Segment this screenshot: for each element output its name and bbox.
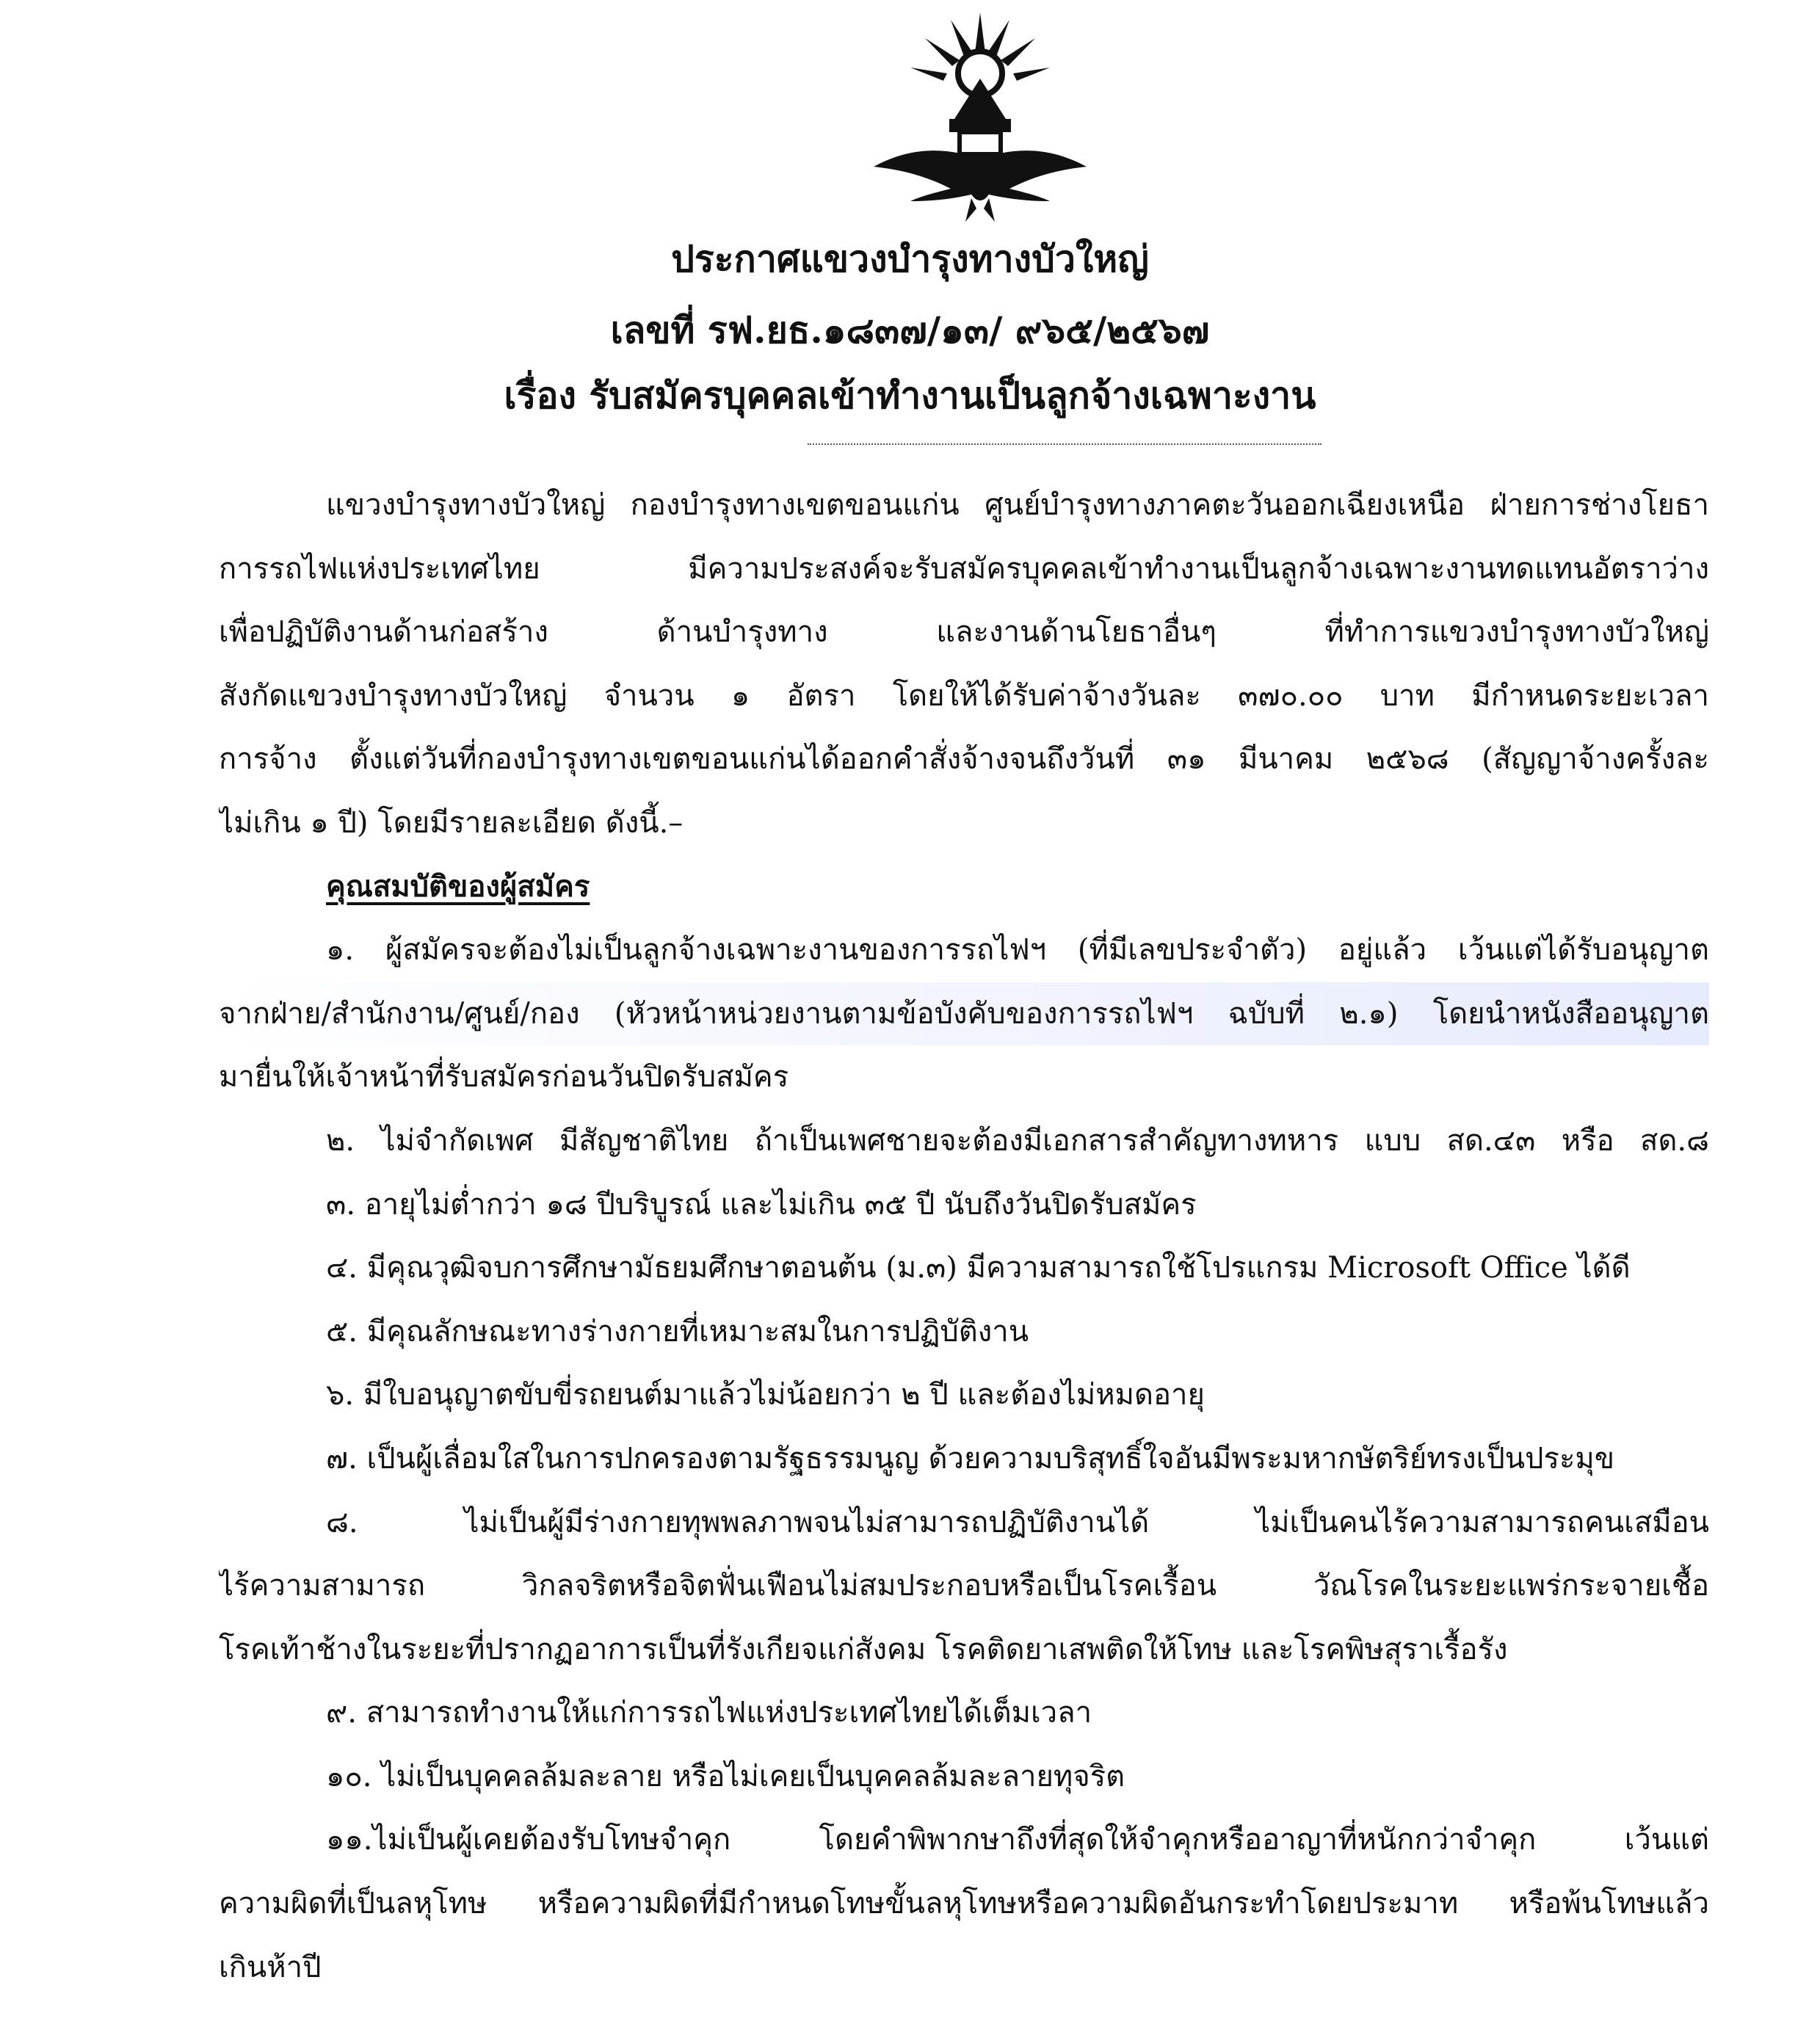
announcement-body <box>219 474 1709 1999</box>
intro-line-5: การจ้าง ตั้งแต่วันที่กองบำรุงทางเขตขอนแก่นได้ออกคำสั่งจ้างจนถึงวันที่ ๓๑ มีนาคม ๒๕๖๘ (สัญญาจ้างครั้งละ <box>219 742 1709 777</box>
qualification-9: ๙. สามารถทำงานให้แก่การรถไฟแห่งประเทศไทยได้เต็มเวลา <box>326 1696 1092 1730</box>
qualifications-heading-row <box>219 855 1709 919</box>
announcement-title: ประกาศแขวงบำรุงทางบัวใหญ่ <box>671 237 1149 280</box>
qualification-11-line-3: เกินห้าปี <box>219 1950 322 1984</box>
qualification-2: ๒. ไม่จำกัดเพศ มีสัญชาติไทย ถ้าเป็นเพศชายจะต้องมีเอกสารสำคัญทางทหาร แบบ สด.๔๓ หรือ สด.๘ <box>326 1123 1709 1158</box>
qualification-1-line-1: ๑. ผู้สมัครจะต้องไม่เป็นลูกจ้างเฉพาะงานของการรถไฟฯ (ที่มีเลขประจำตัว) อยู่แล้ว เว้นแต่ได้รับอนุญาต <box>326 933 1709 968</box>
intro-line-1: แขวงบำรุงทางบัวใหญ่ กองบำรุงทางเขตขอนแก่น ศูนย์บำรุงทางภาคตะวันออกเฉียงเหนือ ฝ่ายการช่างโยธา <box>326 488 1709 522</box>
intro-line-6: ไม่เกิน ๑ ปี) โดยมีรายละเอียด ดังนี้.– <box>219 805 684 840</box>
qualification-5: ๕. มีคุณลักษณะทางร่างกายที่เหมาะสมในการปฏิบัติงาน <box>326 1314 1029 1349</box>
qualification-3: ๓. อายุไม่ต่ำกว่า ๑๘ ปีบริบูรณ์ และไม่เกิน ๓๕ ปี นับถึงวันปิดรับสมัคร <box>326 1187 1197 1222</box>
header-divider <box>808 443 1322 445</box>
qualification-7: ๗. เป็นผู้เลื่อมใสในการปกครองตามรัฐธรรมนูญ ด้วยความบริสุทธิ์ใจอันมีพระมหากษัตริย์ทรงเป็นประมุข <box>326 1441 1615 1476</box>
qualification-6: ๖. มีใบอนุญาตขับขี่รถยนต์มาแล้วไม่น้อยกว่า ๒ ปี และต้องไม่หมดอายุ <box>326 1378 1205 1412</box>
intro-line-4: สังกัดแขวงบำรุงทางบัวใหญ่ จำนวน ๑ อัตรา โดยให้ได้รับค่าจ้างวันละ ๓๗๐.๐๐ บาท มีกำหนดระยะเวลา <box>219 678 1709 713</box>
intro-line-2: การรถไฟแห่งประเทศไทย มีความประสงค์จะรับสมัครบุคคลเข้าทำงานเป็นลูกจ้างเฉพาะงานทดแทนอัตราว่าง <box>219 551 1709 586</box>
state-railway-emblem-icon <box>870 9 1090 229</box>
qualification-1-line-3: มายื่นให้เจ้าหน้าที่รับสมัครก่อนวันปิดรับสมัคร <box>219 1060 789 1095</box>
intro-line-3: เพื่อปฏิบัติงานด้านก่อสร้าง ด้านบำรุงทาง และงานด้านโยธาอื่นๆ ที่ทำการแขวงบำรุงทางบัวใหญ่ <box>219 615 1709 650</box>
qualification-11-line-1: ๑๑.ไม่เป็นผู้เคยต้องรับโทษจำคุก โดยคำพิพากษาถึงที่สุดให้จำคุกหรืออาญาที่หนักกว่าจำคุก เว้นแต่ <box>326 1823 1709 1857</box>
announcement-number: เลขที่ รฟ.ยธ.๑๘๓๗/๑๓/ ๙๖๕/๒๕๖๗ <box>610 308 1210 352</box>
qualification-1-line-2: จากฝ่าย/สำนักงาน/ศูนย์/กอง (หัวหน้าหน่วยงานตามข้อบังคับของการรถไฟฯ ฉบับที่ ๒.๑) โดยนำหนังสืออนุญาต <box>219 982 1709 1046</box>
qualification-8-line-3: โรคเท้าช้างในระยะที่ปรากฏอาการเป็นที่รังเกียจแก่สังคม โรคติดยาเสพติดให้โทษ และโรคพิษสุราเรื้อรัง <box>219 1632 1508 1666</box>
qualification-10: ๑๐. ไม่เป็นบุคคลล้มละลาย หรือไม่เคยเป็นบุคคลล้มละลายทุจริต <box>326 1759 1125 1793</box>
qualification-8-line-1: ๘. ไม่เป็นผู้มีร่างกายทุพพลภาพจนไม่สามารถปฏิบัติงานได้ ไม่เป็นคนไร้ความสามารถคนเสมือน <box>326 1505 1709 1539</box>
qualification-11-line-2: ความผิดที่เป็นลหุโทษ หรือความผิดที่มีกำหนดโทษขั้นลหุโทษหรือความผิดอันกระทำโดยประมาท หรือพ้นโทษแล้ว <box>219 1887 1709 1921</box>
announcement-subject: เรื่อง รับสมัครบุคคลเข้าทำงานเป็นลูกจ้างเฉพาะงาน <box>504 374 1316 417</box>
qualification-8-line-2: ไร้ความสามารถ วิกลจริตหรือจิตฟั่นเฟือนไม่สมประกอบหรือเป็นโรคเรื้อน วัณโรคในระยะแพร่กระจายเชื้อ <box>219 1569 1709 1603</box>
qualification-4: ๔. มีคุณวุฒิจบการศึกษามัธยมศึกษาตอนต้น (ม.๓) มีความสามารถใช้โปรแกรม Microsoft Office ได้ดี <box>326 1251 1631 1285</box>
qualifications-heading: คุณสมบัติของผู้สมัคร <box>326 868 590 904</box>
